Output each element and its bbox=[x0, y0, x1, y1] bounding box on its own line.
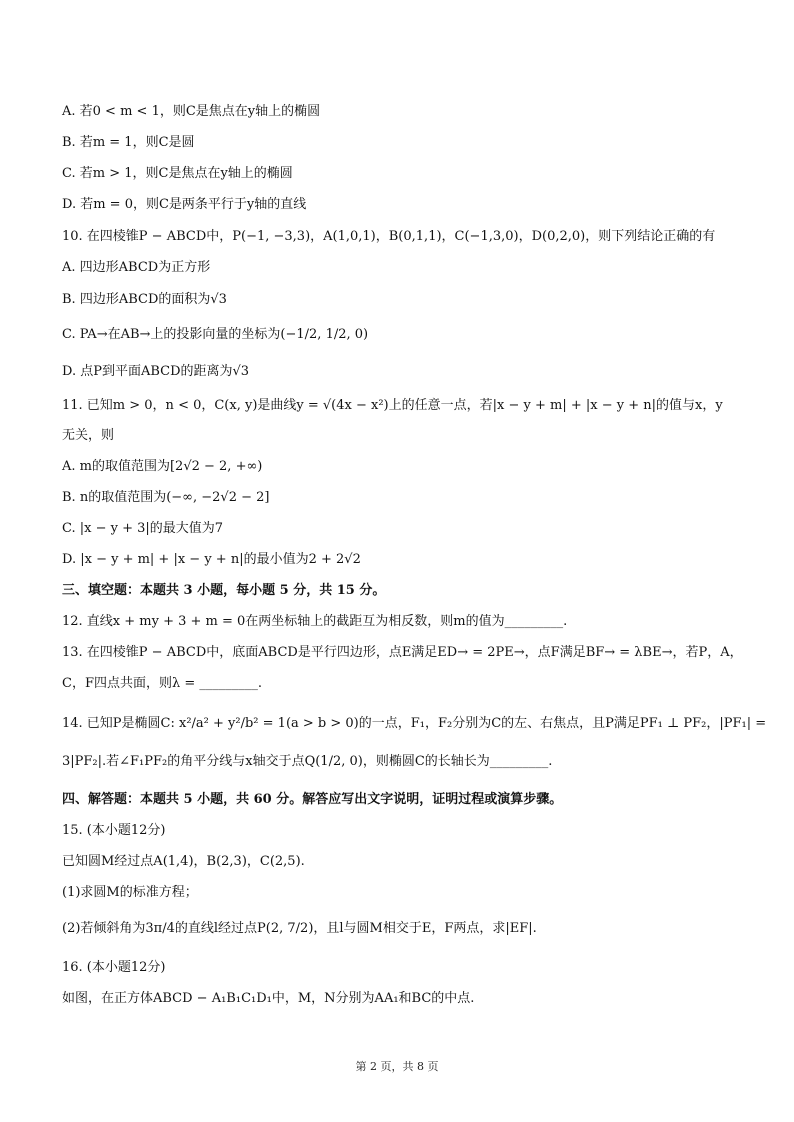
q9-option-c: C. 若m > 1，则C是焦点在y轴上的椭圆 bbox=[62, 166, 293, 181]
q12: 12. 直线x + my + 3 + m = 0在两坐标轴上的截距互为相反数，则m的值为_________. bbox=[62, 614, 568, 629]
q10-option-a: A. 四边形ABCD为正方形 bbox=[62, 260, 211, 275]
q11-option-b: B. n的取值范围为(−∞, −2√2 − 2] bbox=[62, 490, 270, 505]
q11-option-c: C. |x − y + 3|的最大值为7 bbox=[62, 521, 224, 536]
q13-line2: C，F四点共面，则λ = _________. bbox=[62, 676, 262, 691]
q10-option-d: D. 点P到平面ABCD的距离为√3 bbox=[62, 364, 250, 379]
q11-option-a: A. m的取值范围为[2√2 − 2, +∞) bbox=[62, 459, 263, 474]
q15-part2: (2)若倾斜角为3π/4的直线l经过点P(2, 7/2)，且l与圆M相交于E，F两点，求|EF|. bbox=[62, 921, 537, 936]
q15-part1: (1)求圆M的标准方程； bbox=[62, 885, 198, 900]
q9-option-a: A. 若0 < m < 1，则C是焦点在y轴上的椭圆 bbox=[62, 104, 321, 119]
q10-option-c: C. PA→在AB→上的投影向量的坐标为(−1/2, 1/2, 0) bbox=[62, 327, 369, 342]
q14-line1: 14. 已知P是椭圆C: x²/a² + y²/b² = 1(a > b > 0)的一点，F₁，F₂分别为C的左、右焦点，且P满足PF₁ ⊥ PF₂，|PF₁| = bbox=[62, 716, 767, 731]
q9-option-d: D. 若m = 0，则C是两条平行于y轴的直线 bbox=[62, 197, 307, 212]
q16-header: 16. (本小题12分) bbox=[62, 960, 166, 975]
q9-option-b: B. 若m = 1，则C是圆 bbox=[62, 135, 195, 150]
q11-stem-line1: 11. 已知m > 0，n < 0，C(x, y)是曲线y = √(4x − x²)上的任意一点，若|x − y + m| + |x − y + n|的值与x，y bbox=[62, 398, 723, 413]
q15-header: 15. (本小题12分) bbox=[62, 823, 166, 838]
q16-stem: 如图，在正方体ABCD − A₁B₁C₁D₁中，M，N分别为AA₁和BC的中点. bbox=[62, 991, 475, 1006]
section-3-heading: 三、填空题：本题共 3 小题，每小题 5 分，共 15 分。 bbox=[62, 583, 386, 598]
q11-stem-line2: 无关，则 bbox=[62, 428, 115, 443]
page-footer: 第 2 页，共 8 页 bbox=[355, 1060, 439, 1073]
q13-line1: 13. 在四棱锥P − ABCD中，底面ABCD是平行四边形，点E满足ED→ = 2PE→，点F满足BF→ = λBE→，若P，A， bbox=[62, 645, 743, 660]
q14-line2: 3|PF₂|.若∠F₁PF₂的角平分线与x轴交于点Q(1/2, 0)，则椭圆C的长轴长为_________. bbox=[62, 754, 553, 769]
q15-stem: 已知圆M经过点A(1,4)，B(2,3)，C(2,5). bbox=[62, 854, 305, 869]
q10-option-b: B. 四边形ABCD的面积为√3 bbox=[62, 292, 227, 307]
q10-stem: 10. 在四棱锥P − ABCD中，P(−1, −3,3)，A(1,0,1)，B(0,1,1)，C(−1,3,0)，D(0,2,0)，则下列结论正确的有 bbox=[62, 229, 716, 244]
section-4-heading: 四、解答题：本题共 5 小题，共 60 分。解答应写出文字说明，证明过程或演算步骤。 bbox=[62, 792, 563, 807]
q11-option-d: D. |x − y + m| + |x − y + n|的最小值为2 + 2√2 bbox=[62, 552, 361, 567]
